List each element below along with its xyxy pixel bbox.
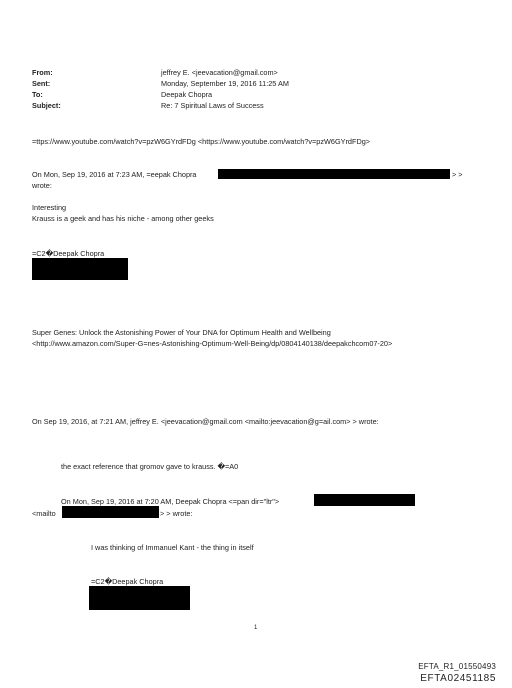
redaction-block [89, 586, 190, 610]
to-label: To: [32, 90, 43, 99]
from-value: jeffrey E. <jeevacation@gmail.com> [161, 68, 278, 77]
footer-ref-2: EFTA02451185 [420, 673, 496, 684]
gromov-line: the exact reference that gromov gave to krauss. �=A0 [61, 462, 239, 471]
kant-line: I was thinking of Immanuel Kant - the thing in itself [91, 543, 254, 552]
redaction-block [314, 494, 415, 506]
interesting-line: Interesting [32, 203, 67, 212]
quote2-intro: On Sep 19, 2016, at 7:21 AM, jeffrey E. <jeevacation@gmail.com <mailto:jeevacation@g=ail.com> > wrote: [32, 417, 379, 426]
krauss-line: Krauss is a geek and has his niche - among other geeks [32, 214, 214, 223]
quote3-intro: On Mon, Sep 19, 2016 at 7:20 AM, Deepak Chopra <=pan dir="ltr"> [61, 497, 280, 506]
signature-2: =C2�Deepak Chopra [91, 577, 164, 586]
page-number: 1 [254, 625, 258, 631]
sent-label: Sent: [32, 79, 51, 88]
quote1-intro: On Mon, Sep 19, 2016 at 7:23 AM, =eepak Chopra [32, 170, 197, 179]
subject-label: Subject: [32, 101, 61, 110]
quote3-wrote: > > wrote: [160, 509, 193, 518]
quote3-mailto: <mailto [32, 509, 56, 518]
quote1-tail: > > [452, 170, 463, 179]
amazon-link-line[interactable]: <http://www.amazon.com/Super-G=nes-Astonishing-Optimum-Well-Being/dp/0804140138/deepakchcom07-20> [32, 339, 393, 348]
redaction-block [218, 169, 450, 179]
from-label: From: [32, 68, 53, 77]
to-value: Deepak Chopra [161, 90, 213, 99]
quote1-wrote: wrote: [32, 181, 52, 190]
signature-1: =C2�Deepak Chopra [32, 249, 105, 258]
youtube-link-line[interactable]: =ttps://www.youtube.com/watch?v=pzW6GYrdFDg <https://www.youtube.com/watch?v=pzW6GYrdFDg> [32, 137, 371, 146]
redaction-block [32, 258, 128, 280]
book-title-line: Super Genes: Unlock the Astonishing Power of Your DNA for Optimum Health and Wellbeing [32, 328, 331, 337]
subject-value: Re: 7 Spiritual Laws of Success [161, 101, 264, 110]
sent-value: Monday, September 19, 2016 11:25 AM [161, 79, 289, 88]
footer-ref-1: EFTA_R1_01550493 [418, 662, 496, 671]
redaction-block [62, 506, 159, 518]
